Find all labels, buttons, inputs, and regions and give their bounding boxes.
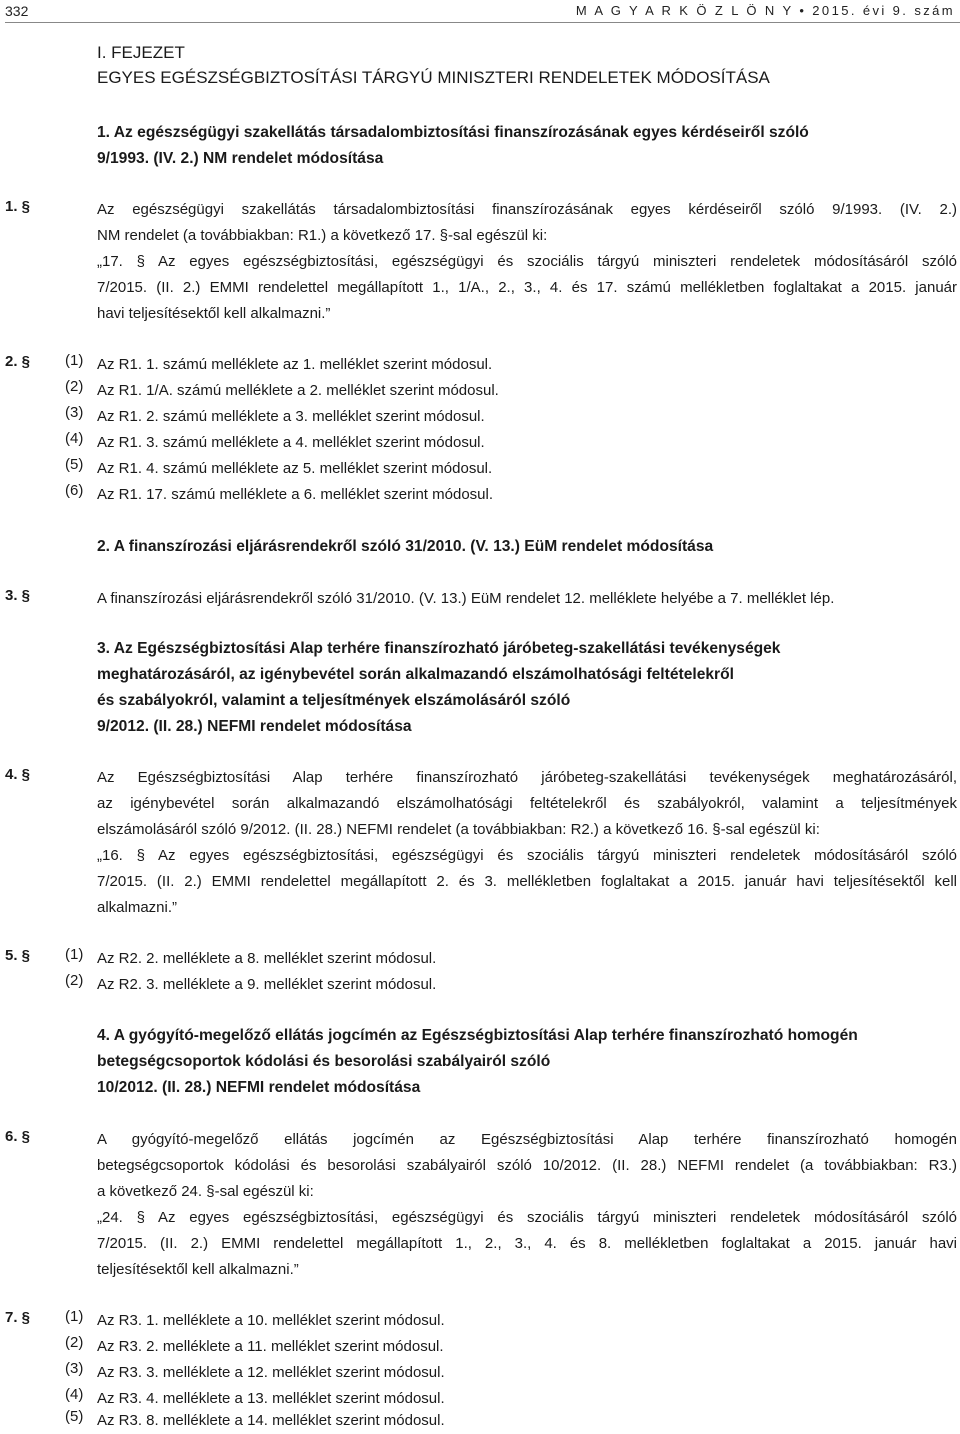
section-4-quote-line-2: 7/2015. (II. 2.) EMMI rendelettel megállapított 2. és 3. mellékletben foglaltakat a 2015. január havi teljesítésektől kell: [97, 873, 957, 890]
section-1-line-1: Az egészségügyi szakellátás társadalombiztosítási finanszírozásának egyes kérdéseiről szóló 9/1993. (IV. 2.): [97, 201, 957, 218]
section-6-quote-line-1: „24. § Az egyes egészségbiztosítási, egészségügyi és szociális tárgyú miniszteri rendeletek módosításáról szóló: [97, 1209, 957, 1226]
section-7-item-1-number: (1): [65, 1308, 84, 1325]
section-6-line-3: a következő 24. §-sal egészül ki:: [97, 1183, 314, 1200]
section-6-number: 6. §: [5, 1128, 31, 1145]
section-5-item-2: Az R2. 3. melléklete a 9. melléklet szerint módosul.: [97, 976, 437, 993]
section-2-item-3-number: (3): [65, 404, 84, 421]
heading-4-line-3: 10/2012. (II. 28.) NEFMI rendelet módosítása: [97, 1079, 421, 1096]
section-6-quote-line-2: 7/2015. (II. 2.) EMMI rendelettel megállapított 1., 2., 3., 4. és 8. mellékletben foglaltakat a 2015. január havi: [97, 1235, 957, 1252]
section-2-item-6: Az R1. 17. számú melléklete a 6. melléklet szerint módosul.: [97, 486, 493, 503]
section-5-item-2-number: (2): [65, 972, 84, 989]
section-1-quote-line-1: „17. § Az egyes egészségbiztosítási, egészségügyi és szociális tárgyú miniszteri rendeletek módosításáról szóló: [97, 253, 957, 270]
section-7-item-1: Az R3. 1. melléklete a 10. melléklet szerint módosul.: [97, 1312, 445, 1329]
section-2-item-1-number: (1): [65, 352, 84, 369]
section-1-quote-line-2: 7/2015. (II. 2.) EMMI rendelettel megállapított 1., 1/A., 2., 3., 4. és 17. számú mellékletben foglaltakat a 2015. január: [97, 279, 957, 296]
heading-4-line-1: 4. A gyógyító-megelőző ellátás jogcímén az Egészségbiztosítási Alap terhére finanszírozható homogén: [97, 1027, 858, 1044]
section-2-item-2: Az R1. 1/A. számú melléklete a 2. melléklet szerint módosul.: [97, 382, 499, 399]
section-2-item-6-number: (6): [65, 482, 84, 499]
section-7-number: 7. §: [5, 1309, 31, 1326]
header-rule: [5, 22, 960, 23]
page-number: 332: [5, 3, 29, 19]
page-header: [0, 0, 960, 24]
section-7-item-5-number: (5): [65, 1408, 84, 1425]
section-1-number: 1. §: [5, 198, 31, 215]
section-2-item-5: Az R1. 4. számú melléklete az 5. melléklet szerint módosul.: [97, 460, 493, 477]
section-5-number: 5. §: [5, 947, 31, 964]
section-2-item-3: Az R1. 2. számú melléklete a 3. melléklet szerint módosul.: [97, 408, 485, 425]
heading-3-line-4: 9/2012. (II. 28.) NEFMI rendelet módosítása: [97, 718, 412, 735]
heading-3-line-1: 3. Az Egészségbiztosítási Alap terhére finanszírozható járóbeteg-szakellátási tevékenységek: [97, 640, 781, 657]
section-7-item-4-number: (4): [65, 1386, 84, 1403]
chapter-title: EGYES EGÉSZSÉGBIZTOSÍTÁSI TÁRGYÚ MINISZTERI RENDELETEK MÓDOSÍTÁSA: [97, 68, 770, 87]
section-4-line-3: elszámolásáról szóló 9/2012. (II. 28.) NEFMI rendelet (a továbbiakban: R2.) a következő 16. §-sal egészül ki:: [97, 821, 820, 838]
section-7-item-4: Az R3. 4. melléklete a 13. melléklet szerint módosul.: [97, 1390, 445, 1407]
section-2-item-5-number: (5): [65, 456, 84, 473]
heading-1-line-1: 1. Az egészségügyi szakellátás társadalombiztosítási finanszírozásának egyes kérdéseiről szóló: [97, 124, 809, 141]
section-1-quote-line-3: havi teljesítésektől kell alkalmazni.”: [97, 305, 331, 322]
section-2-number: 2. §: [5, 353, 31, 370]
section-4-quote-line-3: alkalmazni.”: [97, 899, 178, 916]
section-7-item-3: Az R3. 3. melléklete a 12. melléklet szerint módosul.: [97, 1364, 445, 1381]
section-7-item-3-number: (3): [65, 1360, 84, 1377]
chapter-number: I. FEJEZET: [97, 43, 185, 62]
section-6-line-1: A gyógyító-megelőző ellátás jogcímén az Egészségbiztosítási Alap terhére finanszírozható homogén: [97, 1131, 957, 1148]
section-3-line-1: A finanszírozási eljárásrendekről szóló 31/2010. (V. 13.) EüM rendelet 12. melléklete helyébe a 7. melléklet lép.: [97, 590, 835, 607]
section-4-line-2: az igénybevétel során alkalmazandó elszámolhatósági feltételekről és szabályokról, valamint a teljesítmények: [97, 795, 957, 812]
section-5-item-1-number: (1): [65, 946, 84, 963]
section-1-line-2: NM rendelet (a továbbiakban: R1.) a következő 17. §-sal egészül ki:: [97, 227, 548, 244]
publication-title: M A G Y A R K Ö Z L Ö N Y • 2015. évi 9. szám: [575, 3, 955, 18]
section-7-item-2-number: (2): [65, 1334, 84, 1351]
section-2-item-1: Az R1. 1. számú melléklete az 1. melléklet szerint módosul.: [97, 356, 493, 373]
section-6-line-2: betegségcsoportok kódolási és besorolási szabályairól szóló 10/2012. (II. 28.) NEFMI rendelet (a továbbiakban: R3.): [97, 1157, 957, 1174]
section-6-quote-line-3: teljesítésektől kell alkalmazni.”: [97, 1261, 299, 1278]
section-4-line-1: Az Egészségbiztosítási Alap terhére finanszírozható járóbeteg-szakellátási tevékenységek meghatározásáról,: [97, 769, 957, 786]
section-2-item-2-number: (2): [65, 378, 84, 395]
heading-1-line-2: 9/1993. (IV. 2.) NM rendelet módosítása: [97, 150, 384, 167]
section-4-quote-line-1: „16. § Az egyes egészségbiztosítási, egészségügyi és szociális tárgyú miniszteri rendeletek módosításáról szóló: [97, 847, 957, 864]
section-7-item-2: Az R3. 2. melléklete a 11. melléklet szerint módosul.: [97, 1338, 444, 1355]
heading-2: 2. A finanszírozási eljárásrendekről szóló 31/2010. (V. 13.) EüM rendelet módosítása: [97, 538, 714, 555]
heading-3-line-2: meghatározásáról, az igénybevétel során alkalmazandó elszámolhatósági feltételekről: [97, 666, 734, 683]
section-7-item-5: Az R3. 8. melléklete a 14. melléklet szerint módosul.: [97, 1412, 445, 1429]
heading-3-line-3: és szabályokról, valamint a teljesítmények elszámolásáról szóló: [97, 692, 571, 709]
heading-4-line-2: betegségcsoportok kódolási és besorolási szabályairól szóló: [97, 1053, 551, 1070]
section-5-item-1: Az R2. 2. melléklete a 8. melléklet szerint módosul.: [97, 950, 437, 967]
section-4-number: 4. §: [5, 766, 31, 783]
section-2-item-4-number: (4): [65, 430, 84, 447]
section-3-number: 3. §: [5, 587, 31, 604]
section-2-item-4: Az R1. 3. számú melléklete a 4. melléklet szerint módosul.: [97, 434, 485, 451]
